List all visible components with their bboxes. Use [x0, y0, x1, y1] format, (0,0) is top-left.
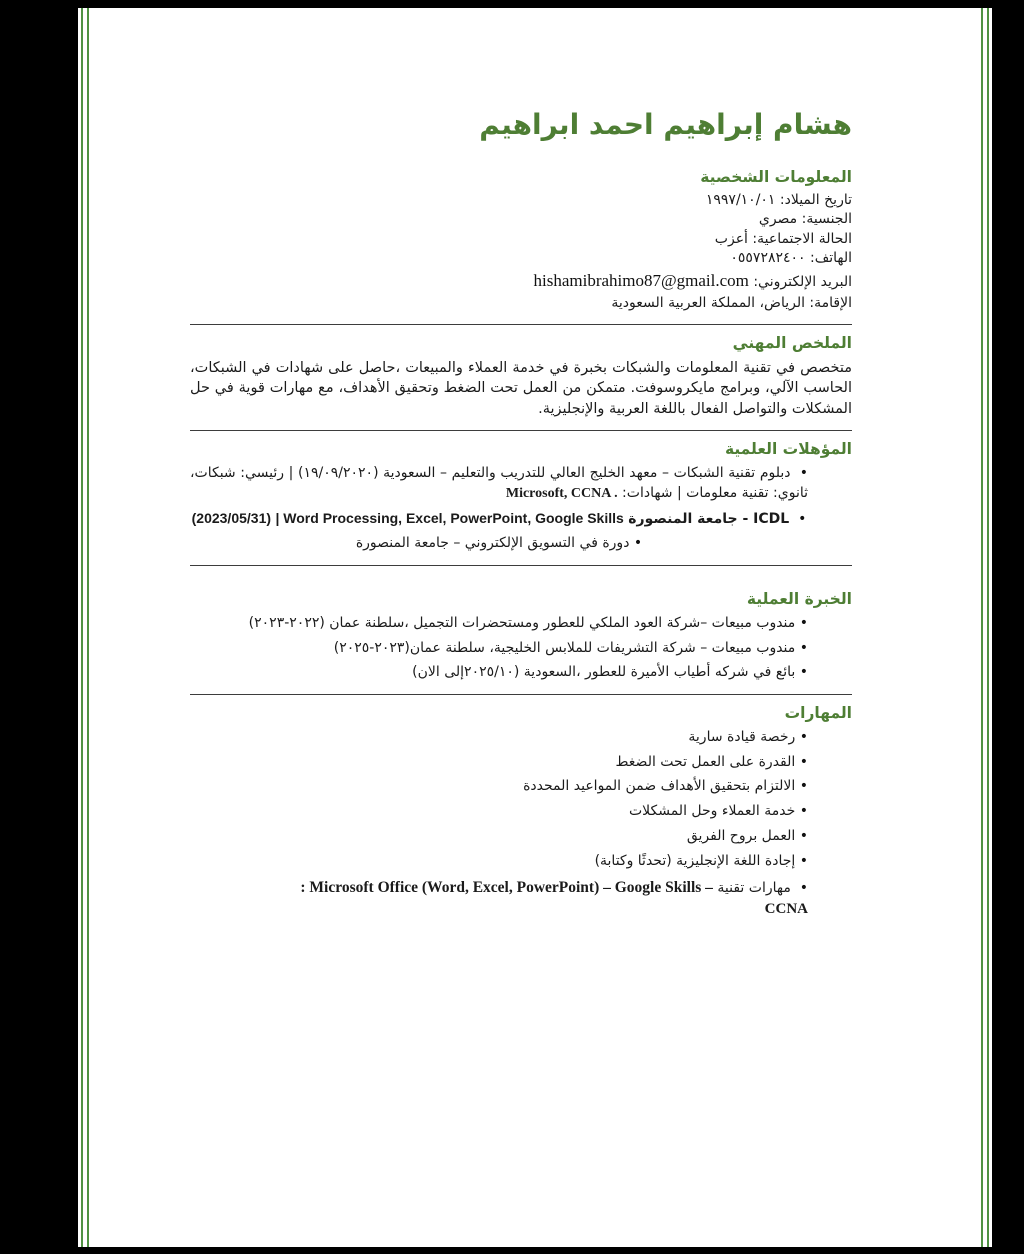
skill-item: • القدرة على العمل تحت الضغط	[190, 753, 808, 773]
document-page	[78, 8, 992, 1247]
personal-info-heading: المعلومات الشخصية	[700, 167, 852, 186]
nationality-line: الجنسية: مصري	[758, 211, 852, 228]
section-summary	[190, 334, 852, 419]
experience-list	[190, 614, 852, 684]
skill-item: • إجادة اللغة الإنجليزية (تحدثًا وكتابة)	[190, 852, 808, 872]
education-item2-date: (2023/05/31)	[191, 509, 272, 526]
education-item	[190, 509, 808, 530]
education-item: • دورة في التسويق الإلكتروني – جامعة المنصورة	[190, 534, 808, 554]
experience-heading: الخبرة العملية	[746, 590, 852, 609]
skill-item-technical	[190, 877, 808, 920]
section-divider	[190, 565, 852, 566]
experience-item: • بائع في شركه أطياب الأميرة للعطور ،السعودية (٢٠٢٥/١٠إلى الان)	[190, 663, 808, 683]
birthdate-line: تاريخ الميلاد: ١٩٩٧/١٠/٠١	[705, 191, 852, 208]
document-content	[78, 8, 992, 1247]
section-divider	[190, 694, 852, 695]
education-item1-arabic: دبلوم تقنية الشبكات – معهد الخليج العالي للتدريب والتعليم – السعودية (١٩/٠٩/٢٠٢٠) | رئيسي: شبكات، ثانوي: تقنية معلومات | شهادات:	[190, 464, 808, 501]
education-item	[190, 464, 808, 504]
technical-skills-label: مهارات تقنية	[717, 879, 791, 896]
section-divider	[190, 430, 852, 431]
skill-item: • العمل بروح الفريق	[190, 827, 808, 847]
education-heading: المؤهلات العلمية	[724, 440, 852, 459]
education-list	[190, 464, 852, 555]
section-education	[190, 440, 852, 554]
marital-status-line: الحالة الاجتماعية: أعزب	[714, 230, 852, 247]
residence-line: الإقامة: الرياض، المملكة العربية السعودية	[611, 295, 852, 312]
education-item2-arabic: ICDL - جامعة المنصورة	[628, 510, 790, 527]
skills-heading: المهارات	[784, 704, 852, 723]
technical-skills-ccna: CCNA	[764, 900, 808, 917]
technical-skills-list: : Microsoft Office (Word, Excel, PowerPoint) – Google Skills –	[300, 878, 713, 896]
resume-title: هشام إبراهيم احمد ابراهيم	[479, 108, 852, 141]
experience-item: • مندوب مبيعات –شركة العود الملكي للعطور ومستحضرات التجميل ،سلطنة عمان (٢٠٢٢-٢٠٢٣)	[190, 614, 808, 634]
skill-item: • رخصة قيادة سارية	[190, 728, 808, 748]
section-divider	[190, 324, 852, 325]
section-skills	[190, 704, 852, 920]
summary-heading: الملخص المهني	[732, 334, 852, 353]
email-value: hishamibrahimo87@gmail.com	[533, 271, 749, 291]
experience-item: • مندوب مبيعات – شركة التشريفات للملابس الخليجية، سلطنة عمان(٢٠٢٣-٢٠٢٥)	[190, 639, 808, 659]
skill-item: • خدمة العملاء وحل المشكلات	[190, 802, 808, 822]
education-item1-certs: Microsoft, CCNA .	[505, 485, 618, 501]
email-label: البريد الإلكتروني:	[753, 274, 852, 291]
education-item2-skills: | Word Processing, Excel, PowerPoint, Google Skills	[275, 509, 624, 526]
summary-text: متخصص في تقنية المعلومات والشبكات بخبرة في خدمة العملاء والمبيعات ،حاصل على شهادات في الشبكات، الحاسب الآلي، وبرامج مايكروسوفت. متمكن من العمل تحت الضغط وتحقيق الأهداف، مع مهارات قوية في حل المشكلات والتواصل الفعال باللغة العربية والإنجليزية.	[190, 359, 852, 417]
email-line	[190, 269, 852, 293]
phone-line: الهاتف: ٠٥٥٧٢٨٢٤٠٠	[730, 249, 852, 266]
skills-list	[190, 728, 852, 921]
section-experience	[190, 590, 852, 683]
skill-item: • الالتزام بتحقيق الأهداف ضمن المواعيد المحددة	[190, 777, 808, 797]
section-personal-info	[190, 168, 852, 314]
